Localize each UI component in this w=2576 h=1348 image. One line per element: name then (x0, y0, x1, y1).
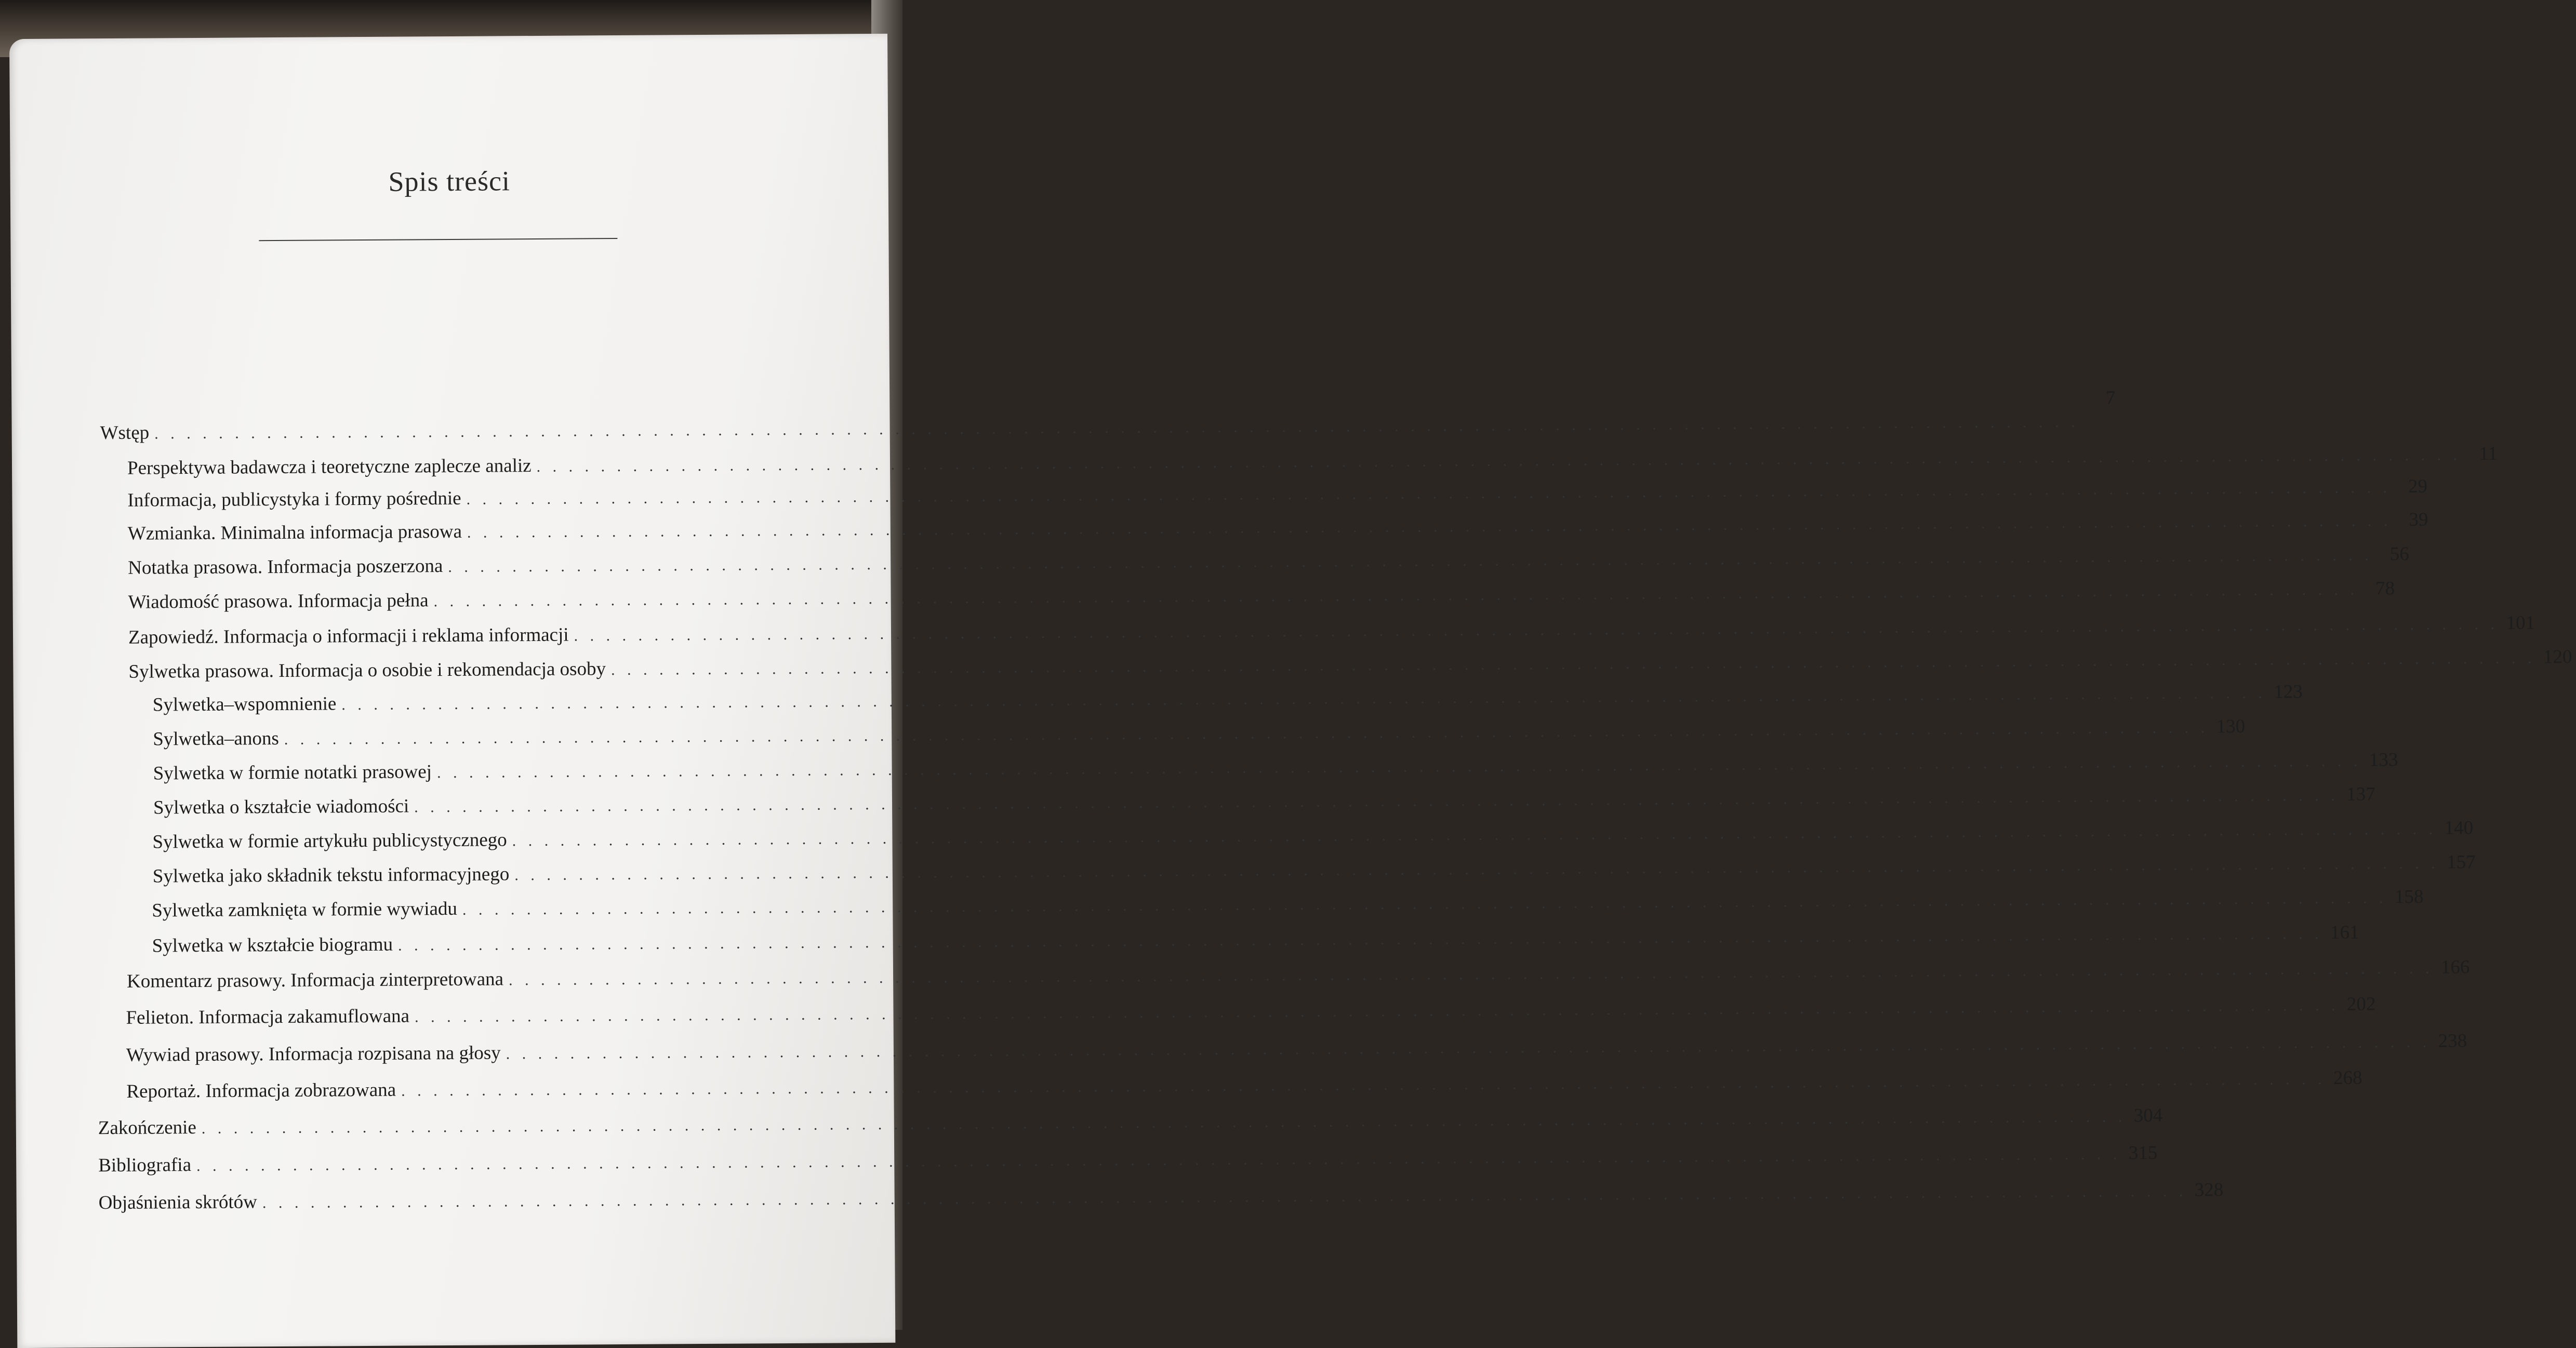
toc-entry (152, 886, 2424, 924)
table-of-contents (9, 34, 2572, 1348)
toc-entry-label: Zapowiedź. Informacja o informacji i reklama informacji (128, 624, 569, 648)
toc-entry-page-number: 158 (2394, 886, 2424, 908)
toc-entry-page-number: 328 (2194, 1179, 2224, 1201)
toc-entry-label: Sylwetka w formie notatki prasowej (153, 761, 432, 784)
toc-entry-page-number: 268 (2333, 1067, 2362, 1089)
toc-entry (152, 851, 2476, 889)
toc-entry-label: Komentarz prasowy. Informacja zinterpretowana (126, 968, 504, 992)
toc-entry-page-number: 39 (2409, 509, 2428, 530)
toc-leader-dots: . . . . . . . . . . . . . . . . . . . . . . . . . . . . . . . . . . . . . . . . . . . . . . . . . . . . . . . . . . . . . . . . . . . . . . . . . . . . . . . . . . . . . . . . . . . . . . . . . . . . . . . . . . . . . . . . . . . . . . . . (466, 479, 2392, 508)
toc-entry-label: Sylwetka–wspomnienie (152, 693, 337, 716)
toc-entry (153, 749, 2398, 786)
toc-leader-dots: . . . . . . . . . . . . . . . . . . . . . . . . . . . . . . . . . . . . . . . . . . . . . . . . . . . . . . . . . . . . . . . . . . . . . . . . . . . . . . . . . . . . . . . . . . . . . . . . . . . . . . . . . . . . . . . . . . . . . . . . (414, 996, 2340, 1026)
toc-entry-label: Wywiad prasowy. Informacja rozpisana na głosy (126, 1042, 501, 1066)
toc-entry-label: Sylwetka w formie artykułu publicystycznego (152, 829, 507, 853)
toc-leader-dots: . . . . . . . . . . . . . . . . . . . . . . . . . . . . . . . . . . . . . . . . . . . . . . . . . . . . . . . . . . . . . . . . . . . . . . . . . . . . . . . . . . . . . . . . . . . . . . . . . . . . . . . . . . . . . . . . . . . . . . . . (262, 1182, 2187, 1212)
toc-entry-label: Sylwetka zamknięta w formie wywiadu (152, 898, 458, 922)
toc-entry-page-number: 11 (2479, 443, 2498, 465)
toc-entry-page-number: 123 (2274, 681, 2303, 703)
toc-entry-page-number: 29 (2408, 475, 2428, 497)
toc-leader-dots: . . . . . . . . . . . . . . . . . . . . . . . . . . . . . . . . . . . . . . . . . . . . . . . . . . . . . . . . . . . . . . . . . . . . . . . . . . . . . . . . . . . . . . . . . . . . . . . . . . . . . . . . . . . . . . . . . . . . . . . . (284, 719, 2209, 748)
toc-leader-dots: . . . . . . . . . . . . . . . . . . . . . . . . . . . . . . . . . . . . . . . . . . . . . . . . . . . . . . . . . . . . . . . . . . . . . . . . . . . . . . . . . . . . . . . . . . . . . . . . . . . . . . . . . . . . . . . . . . . . . . . . (610, 649, 2536, 679)
toc-leader-dots: . . . . . . . . . . . . . . . . . . . . . . . . . . . . . . . . . . . . . . . . . . . . . . . . . . . . . . . . . . . . . . . . . . . . . . . . . . . . . . . . . . . . . . . . . . . . . . . . . . . . . . . . . . . . . . . . . . . . . . . . (154, 413, 2079, 443)
toc-leader-dots: . . . . . . . . . . . . . . . . . . . . . . . . . . . . . . . . . . . . . . . . . . . . . . . . . . . . . . . . . . . . . . . . . . . . . . . . . . . . . . . . . . . . . . . . . . . . . . . . . . . . . . . . . . . . . . . . . . . . . . . . (201, 1108, 2127, 1137)
toc-entry-page-number: 202 (2346, 993, 2376, 1015)
toc-leader-dots: . . . . . . . . . . . . . . . . . . . . . . . . . . . . . . . . . . . . . . . . . . . . . . . . . . . . . . . . . . . . . . . . . . . . . . . . . . . . . . . . . . . . . . . . . . . . . . . . . . . . . . . . . . . . . . . . . . . . . . . . (414, 786, 2339, 816)
toc-entry (126, 1030, 2467, 1068)
toc-entry (98, 1104, 2163, 1141)
toc-entry-page-number: 56 (2389, 543, 2409, 565)
toc-entry (127, 509, 2428, 546)
toc-entry (126, 956, 2470, 994)
toc-entry-label: Sylwetka o kształcie wiadomości (153, 795, 409, 819)
toc-entry (153, 715, 2246, 752)
book-page (9, 34, 2572, 1348)
toc-entry-page-number: 130 (2216, 715, 2246, 738)
toc-leader-dots: . . . . . . . . . . . . . . . . . . . . . . . . . . . . . . . . . . . . . . . . . . . . . . . . . . . . . . . . . . . . . . . . . . . . . . . . . . . . . . . . . . . . . . . . . . . . . . . . . . . . . . . . . . . . . . . . . . . . . . . . (514, 855, 2439, 884)
toc-entry-label: Sylwetka prasowa. Informacja o osobie i rekomendacja osoby (128, 658, 606, 683)
toc-leader-dots: . . . . . . . . . . . . . . . . . . . . . . . . . . . . . . . . . . . . . . . . . . . . . . . . . . . . . . . . . . . . . . . . . . . . . . . . . . . . . . . . . . . . . . . . . . . . . . . . . . . . . . . . . . . . . . . . . . . . . . . . (574, 615, 2499, 645)
toc-entry (152, 817, 2474, 855)
toc-entry (153, 783, 2375, 821)
toc-entry (100, 387, 2116, 446)
toc-entry-page-number: 161 (2330, 922, 2359, 943)
toc-entry (126, 1067, 2362, 1104)
toc-entry-label: Informacja, publicystyka i formy pośrednie (127, 487, 461, 511)
toc-entry-page-number: 157 (2447, 851, 2476, 873)
toc-entry-page-number: 101 (2506, 612, 2535, 634)
page-title: Spis treści (388, 165, 511, 197)
toc-entry (128, 578, 2395, 615)
toc-leader-dots: . . . . . . . . . . . . . . . . . . . . . . . . . . . . . . . . . . . . . . . . . . . . . . . . . . . . . . . . . . . . . . . . . . . . . . . . . . . . . . . . . . . . . . . . . . . . . . . . . . . . . . . . . . . . . . . . . . . . . . . . (508, 959, 2434, 989)
toc-entry-label: Reportaż. Informacja zobrazowana (126, 1079, 396, 1102)
toc-entry (98, 1142, 2158, 1178)
toc-entry-label: Wstęp (100, 422, 150, 444)
toc-leader-dots: . . . . . . . . . . . . . . . . . . . . . . . . . . . . . . . . . . . . . . . . . . . . . . . . . . . . . . . . . . . . . . . . . . . . . . . . . . . . . . . . . . . . . . . . . . . . . . . . . . . . . . . . . . . . . . . . . . . . . . . . (196, 1145, 2121, 1175)
toc-entry-label: Zakończenie (98, 1117, 196, 1139)
toc-leader-dots: . . . . . . . . . . . . . . . . . . . . . . . . . . . . . . . . . . . . . . . . . . . . . . . . . . . . . . . . . . . . . . . . . . . . . . . . . . . . . . . . . . . . . . . . . . . . . . . . . . . . . . . . . . . . . . . . . . . . . . . . (448, 546, 2373, 576)
toc-entry (128, 543, 2409, 581)
toc-entry-page-number: 78 (2375, 578, 2395, 599)
toc-entry-label: Bibliografia (98, 1154, 192, 1177)
toc-entry-label: Felieton. Informacja zakamuflowana (126, 1005, 410, 1029)
toc-entry-page-number: 137 (2346, 783, 2375, 805)
toc-entry (126, 993, 2376, 1031)
toc-leader-dots: . . . . . . . . . . . . . . . . . . . . . . . . . . . . . . . . . . . . . . . . . . . . . . . . . . . . . . . . . . . . . . . . . . . . . . . . . . . . . . . . . . . . . . . . . . . . . . . . . . . . . . . . . . . . . . . . . . . . . . . . (506, 1033, 2431, 1063)
toc-entry (128, 612, 2535, 650)
toc-leader-dots: . . . . . . . . . . . . . . . . . . . . . . . . . . . . . . . . . . . . . . . . . . . . . . . . . . . . . . . . . . . . . . . . . . . . . . . . . . . . . . . . . . . . . . . . . . . . . . . . . . . . . . . . . . . . . . . . . . . . . . . . (462, 889, 2387, 918)
toc-entry-page-number: 133 (2369, 749, 2398, 771)
toc-entry (127, 475, 2428, 513)
toc-entry-label: Sylwetka–anons (153, 728, 279, 750)
toc-entry-page-number: 238 (2438, 1030, 2467, 1052)
toc-leader-dots: . . . . . . . . . . . . . . . . . . . . . . . . . . . . . . . . . . . . . . . . . . . . . . . . . . . . . . . . . . . . . . . . . . . . . . . . . . . . . . . . . . . . . . . . . . . . . . . . . . . . . . . . . . . . . . . . . . . . . . . . (397, 925, 2323, 954)
toc-entry-page-number: 120 (2543, 646, 2572, 668)
toc-leader-dots: . . . . . . . . . . . . . . . . . . . . . . . . . . . . . . . . . . . . . . . . . . . . . . . . . . . . . . . . . . . . . . . . . . . . . . . . . . . . . . . . . . . . . . . . . . . . . . . . . . . . . . . . . . . . . . . . . . . . . . . . (436, 752, 2362, 782)
toc-entry-label: Objaśnienia skrótów (98, 1191, 258, 1214)
toc-entry-page-number: 7 (2105, 387, 2116, 409)
toc-leader-dots: . . . . . . . . . . . . . . . . . . . . . . . . . . . . . . . . . . . . . . . . . . . . . . . . . . . . . . . . . . . . . . . . . . . . . . . . . . . . . . . . . . . . . . . . . . . . . . . . . . . . . . . . . . . . . . . . . . . . . . . . (401, 1070, 2326, 1100)
toc-entry-label: Wiadomość prasowa. Informacja pełna (128, 590, 429, 613)
toc-leader-dots: . . . . . . . . . . . . . . . . . . . . . . . . . . . . . . . . . . . . . . . . . . . . . . . . . . . . . . . . . . . . . . . . . . . . . . . . . . . . . . . . . . . . . . . . . . . . . . . . . . . . . . . . . . . . . . . . . . . . . . . . (433, 581, 2359, 610)
toc-entry-label: Wzmianka. Minimalna informacja prasowa (127, 520, 462, 544)
toc-entry (128, 646, 2572, 685)
toc-entry-label: Perspektywa badawcza i teoretyczne zaplecze analiz (127, 455, 532, 479)
toc-entry (152, 681, 2303, 718)
toc-entry (152, 922, 2359, 959)
toc-entry-label: Sylwetka jako składnik tekstu informacyjnego (152, 863, 510, 887)
toc-leader-dots: . . . . . . . . . . . . . . . . . . . . . . . . . . . . . . . . . . . . . . . . . . . . . . . . . . . . . . . . . . . . . . . . . . . . . . . . . . . . . . . . . . . . . . . . . . . . . . . . . . . . . . . . . . . . . . . . . . . . . . . . (512, 820, 2437, 850)
toc-entry-page-number: 315 (2128, 1142, 2158, 1164)
toc-leader-dots: . . . . . . . . . . . . . . . . . . . . . . . . . . . . . . . . . . . . . . . . . . . . . . . . . . . . . . . . . . . . . . . . . . . . . . . . . . . . . . . . . . . . . . . . . . . . . . . . . . . . . . . . . . . . . . . . . . . . . . . . (536, 446, 2462, 475)
toc-leader-dots: . . . . . . . . . . . . . . . . . . . . . . . . . . . . . . . . . . . . . . . . . . . . . . . . . . . . . . . . . . . . . . . . . . . . . . . . . . . . . . . . . . . . . . . . . . . . . . . . . . . . . . . . . . . . . . . . . . . . . . . . (467, 512, 2392, 541)
toc-entry-page-number: 304 (2133, 1104, 2163, 1127)
toc-entry-page-number: 140 (2444, 817, 2474, 839)
toc-entry-label: Notatka prasowa. Informacja poszerzona (128, 555, 443, 579)
toc-entry-page-number: 166 (2440, 956, 2470, 978)
toc-leader-dots: . . . . . . . . . . . . . . . . . . . . . . . . . . . . . . . . . . . . . . . . . . . . . . . . . . . . . . . . . . . . . . . . . . . . . . . . . . . . . . . . . . . . . . . . . . . . . . . . . . . . . . . . . . . . . . . . . . . . . . . . (341, 684, 2266, 714)
toc-entry-label: Sylwetka w kształcie biogramu (152, 933, 393, 957)
toc-entry (98, 1179, 2224, 1216)
toc-entry (127, 443, 2498, 481)
